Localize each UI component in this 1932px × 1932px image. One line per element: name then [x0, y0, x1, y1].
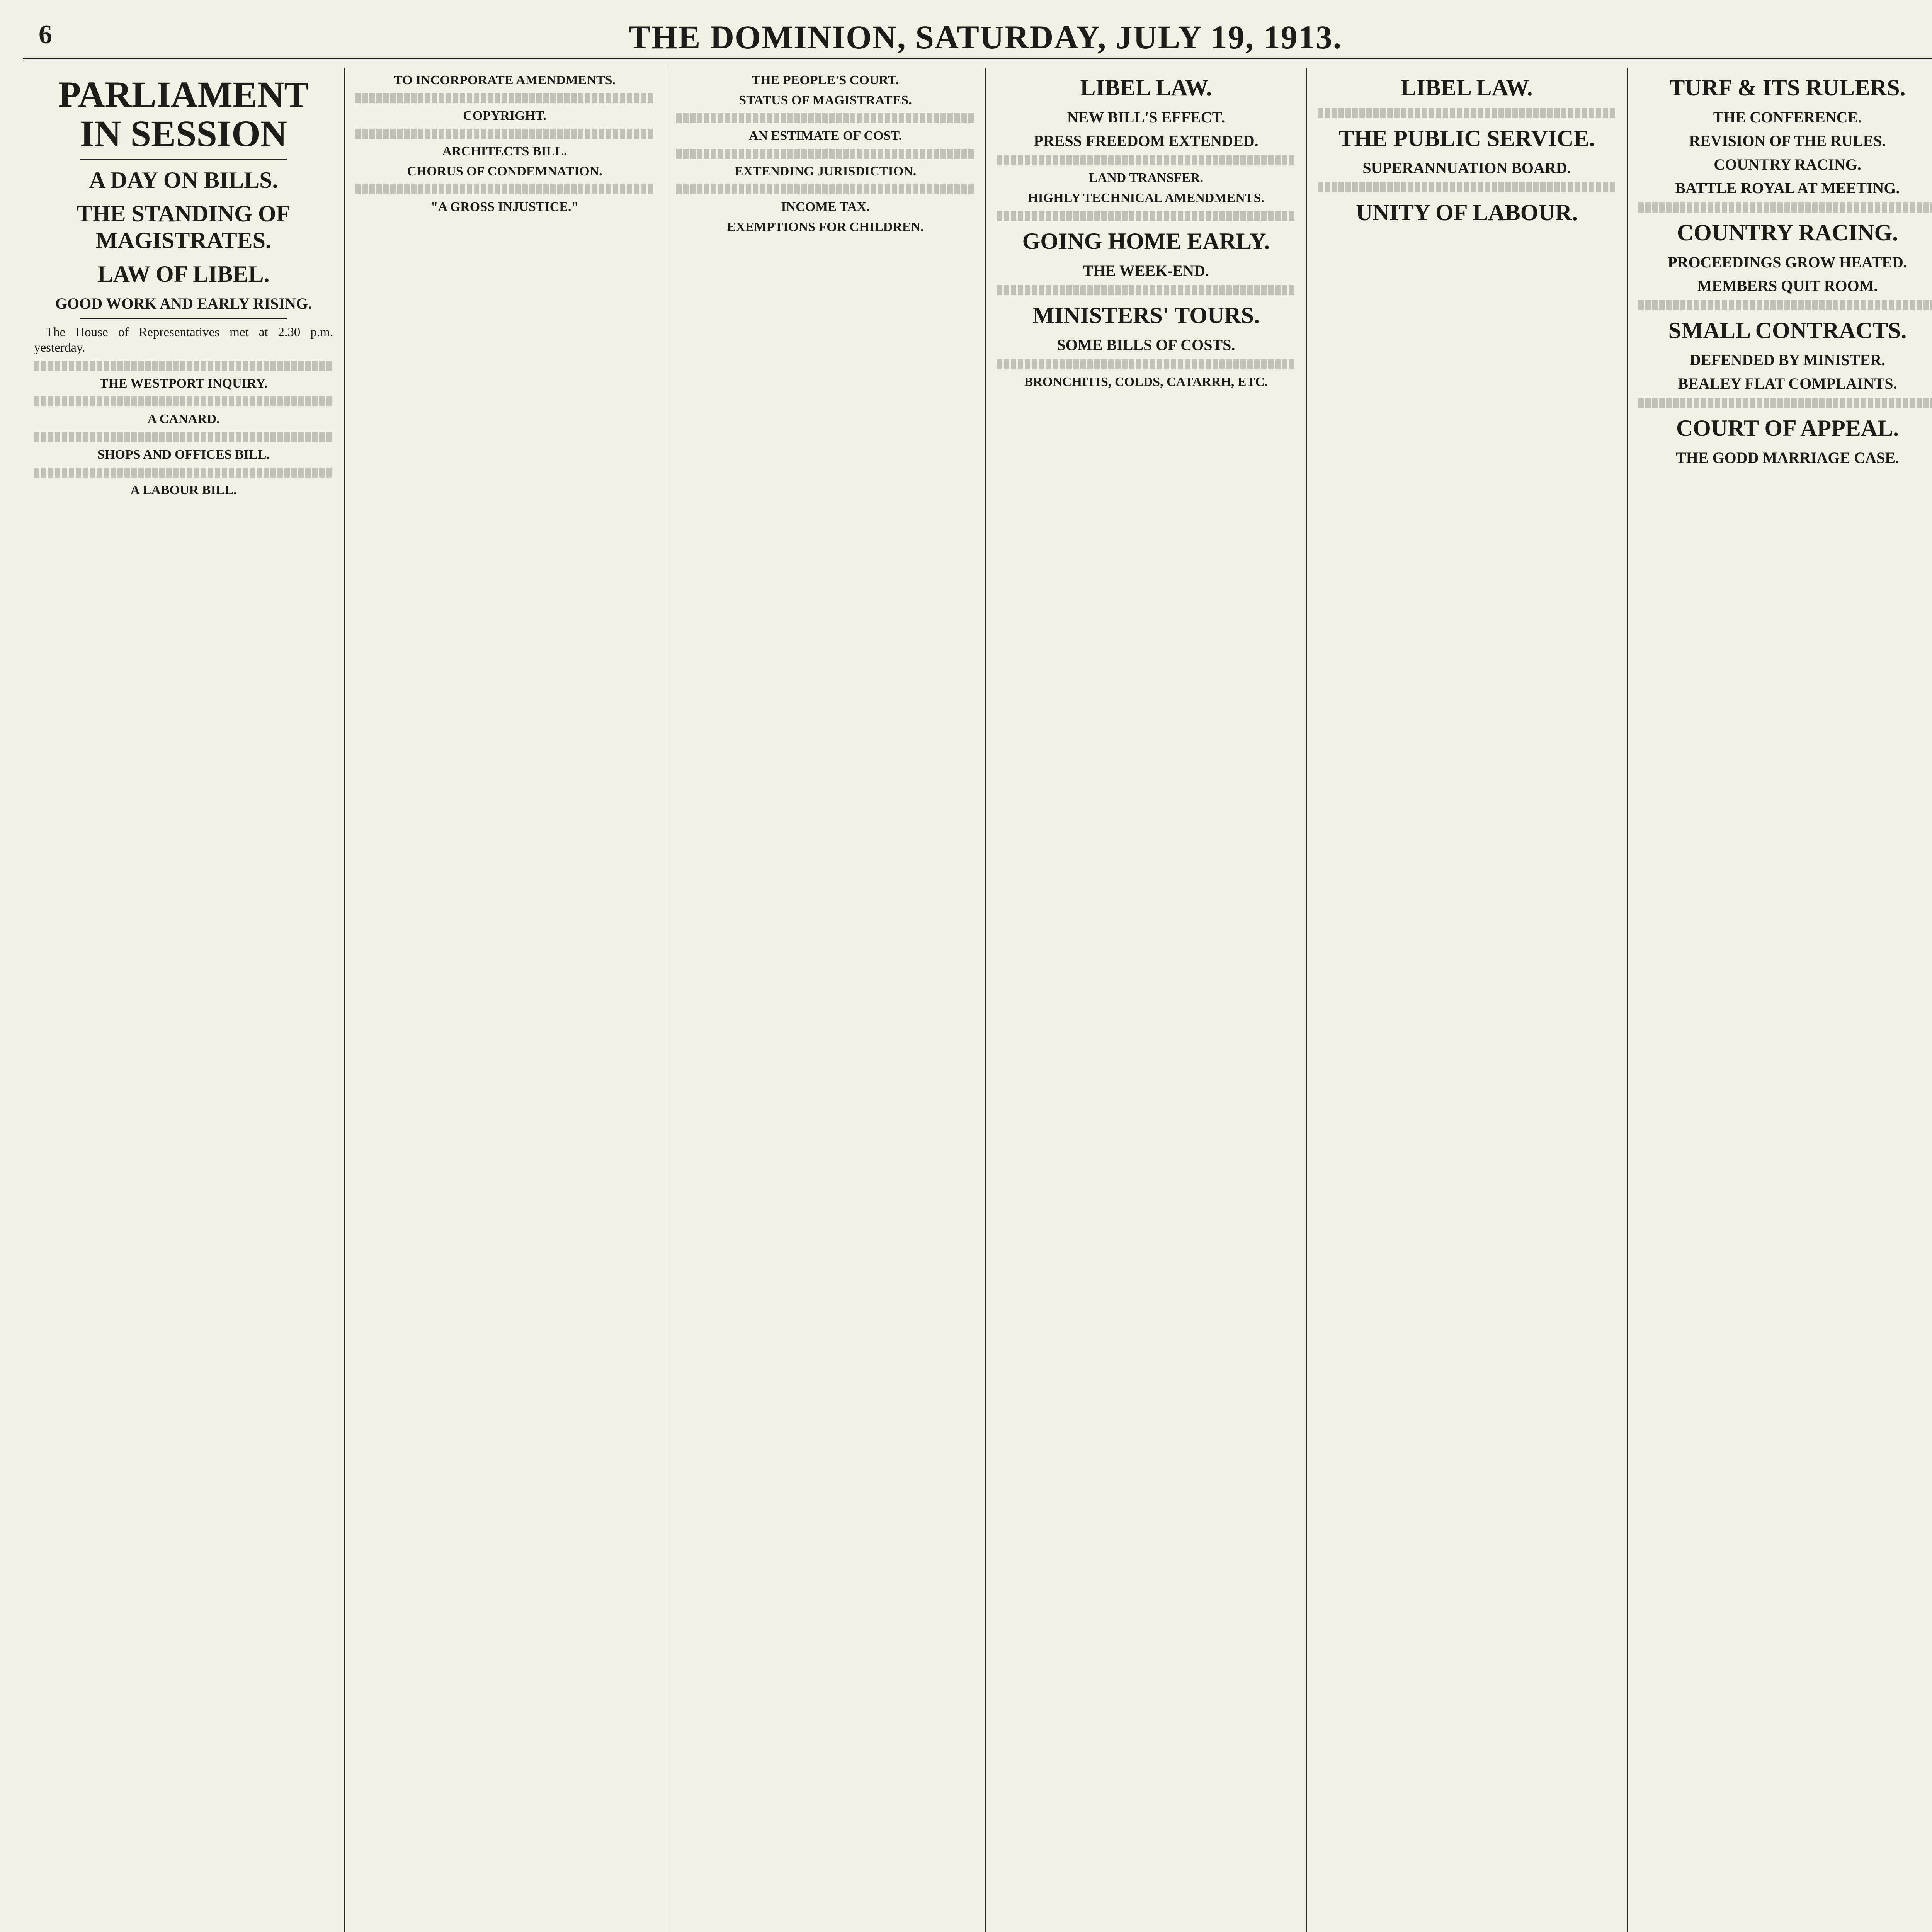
article-headline: MINISTERS' TOURS.: [1032, 303, 1260, 328]
article-subhead: MEMBERS QUIT ROOM.: [1697, 277, 1878, 294]
deck-2: THE STANDING OF MAGISTRATES.: [77, 201, 291, 253]
article-headline: THE PUBLIC SERVICE.: [1338, 126, 1595, 151]
article-subhead: SOME BILLS OF COSTS.: [1057, 336, 1235, 354]
section-head: STATUS OF MAGISTRATES.: [739, 93, 912, 107]
column-4: [985, 68, 1306, 1932]
column-1: [23, 68, 344, 1932]
article-headline: SMALL CONTRACTS.: [1668, 318, 1907, 343]
deck-3: LAW OF LIBEL.: [97, 261, 270, 287]
article-subhead: DEFENDED BY MINISTER.: [1689, 351, 1886, 369]
section-head: INCOME TAX.: [781, 200, 870, 214]
article-columns: [23, 68, 1932, 1932]
article-headline: LIBEL LAW.: [1080, 75, 1212, 100]
article-headline: UNITY OF LABOUR.: [1356, 200, 1578, 225]
section-head: A CANARD.: [147, 412, 220, 427]
deck-4: GOOD WORK AND EARLY RISING.: [55, 294, 312, 312]
advert-head: BRONCHITIS, COLDS, CATARRH, ETC.: [1024, 375, 1268, 389]
column-3: [665, 68, 985, 1932]
divider: [80, 159, 287, 160]
section-head: CHORUS OF CONDEMNATION.: [407, 164, 602, 179]
section-head: LAND TRANSFER.: [1089, 171, 1203, 185]
page-number: 6: [39, 20, 52, 49]
article-headline: COUNTRY RACING.: [1677, 220, 1898, 245]
main-headline: PARLIAMENT IN SESSION: [58, 74, 309, 154]
section-head: "A GROSS INJUSTICE.": [430, 200, 579, 214]
article-subhead: NEW BILL'S EFFECT.: [1067, 109, 1225, 126]
column-6: [1627, 68, 1932, 1932]
column-5: [1306, 68, 1627, 1932]
section-head: HIGHLY TECHNICAL AMENDMENTS.: [1028, 191, 1264, 205]
article-subhead: COUNTRY RACING.: [1714, 156, 1861, 173]
masthead: [23, 15, 1932, 60]
article-subhead: PROCEEDINGS GROW HEATED.: [1668, 253, 1907, 271]
section-head: AN ESTIMATE OF COST.: [748, 129, 902, 143]
section-head: EXEMPTIONS FOR CHILDREN.: [727, 220, 924, 234]
section-head: A LABOUR BILL.: [130, 483, 237, 498]
article-subhead: THE WEEK-END.: [1083, 262, 1209, 279]
article-headline: GOING HOME EARLY.: [1022, 228, 1270, 254]
section-head: TO INCORPORATE AMENDMENTS.: [394, 73, 616, 87]
section-head: THE PEOPLE'S COURT.: [752, 73, 899, 87]
deck-1: A DAY ON BILLS.: [89, 167, 278, 193]
section-head: ARCHITECTS BILL.: [442, 144, 567, 158]
article-headline: LIBEL LAW.: [1401, 75, 1533, 100]
masthead-title: THE DOMINION, SATURDAY, JULY 19, 1913.: [628, 19, 1342, 56]
section-head: SHOPS AND OFFICES BILL.: [97, 447, 270, 462]
section-head: COPYRIGHT.: [463, 109, 546, 123]
article-subhead: BATTLE ROYAL AT MEETING.: [1675, 179, 1900, 197]
article-subhead: PRESS FREEDOM EXTENDED.: [1034, 132, 1259, 150]
body-paragraph: The House of Representatives met at 2.30 p.m. yesterday.: [34, 325, 333, 355]
column-2: [344, 68, 665, 1932]
divider: [80, 318, 287, 319]
article-headline: COURT OF APPEAL.: [1676, 415, 1899, 441]
article-subhead: THE CONFERENCE.: [1713, 109, 1862, 126]
section-head: EXTENDING JURISDICTION.: [734, 164, 917, 179]
article-subhead: THE GODD MARRIAGE CASE.: [1676, 449, 1899, 466]
article-subhead: SUPERANNUATION BOARD.: [1362, 159, 1571, 177]
article-headline: TURF & ITS RULERS.: [1669, 75, 1906, 100]
section-head: THE WESTPORT INQUIRY.: [99, 376, 268, 391]
article-subhead: BEALEY FLAT COMPLAINTS.: [1678, 375, 1897, 392]
article-subhead: REVISION OF THE RULES.: [1689, 132, 1886, 150]
